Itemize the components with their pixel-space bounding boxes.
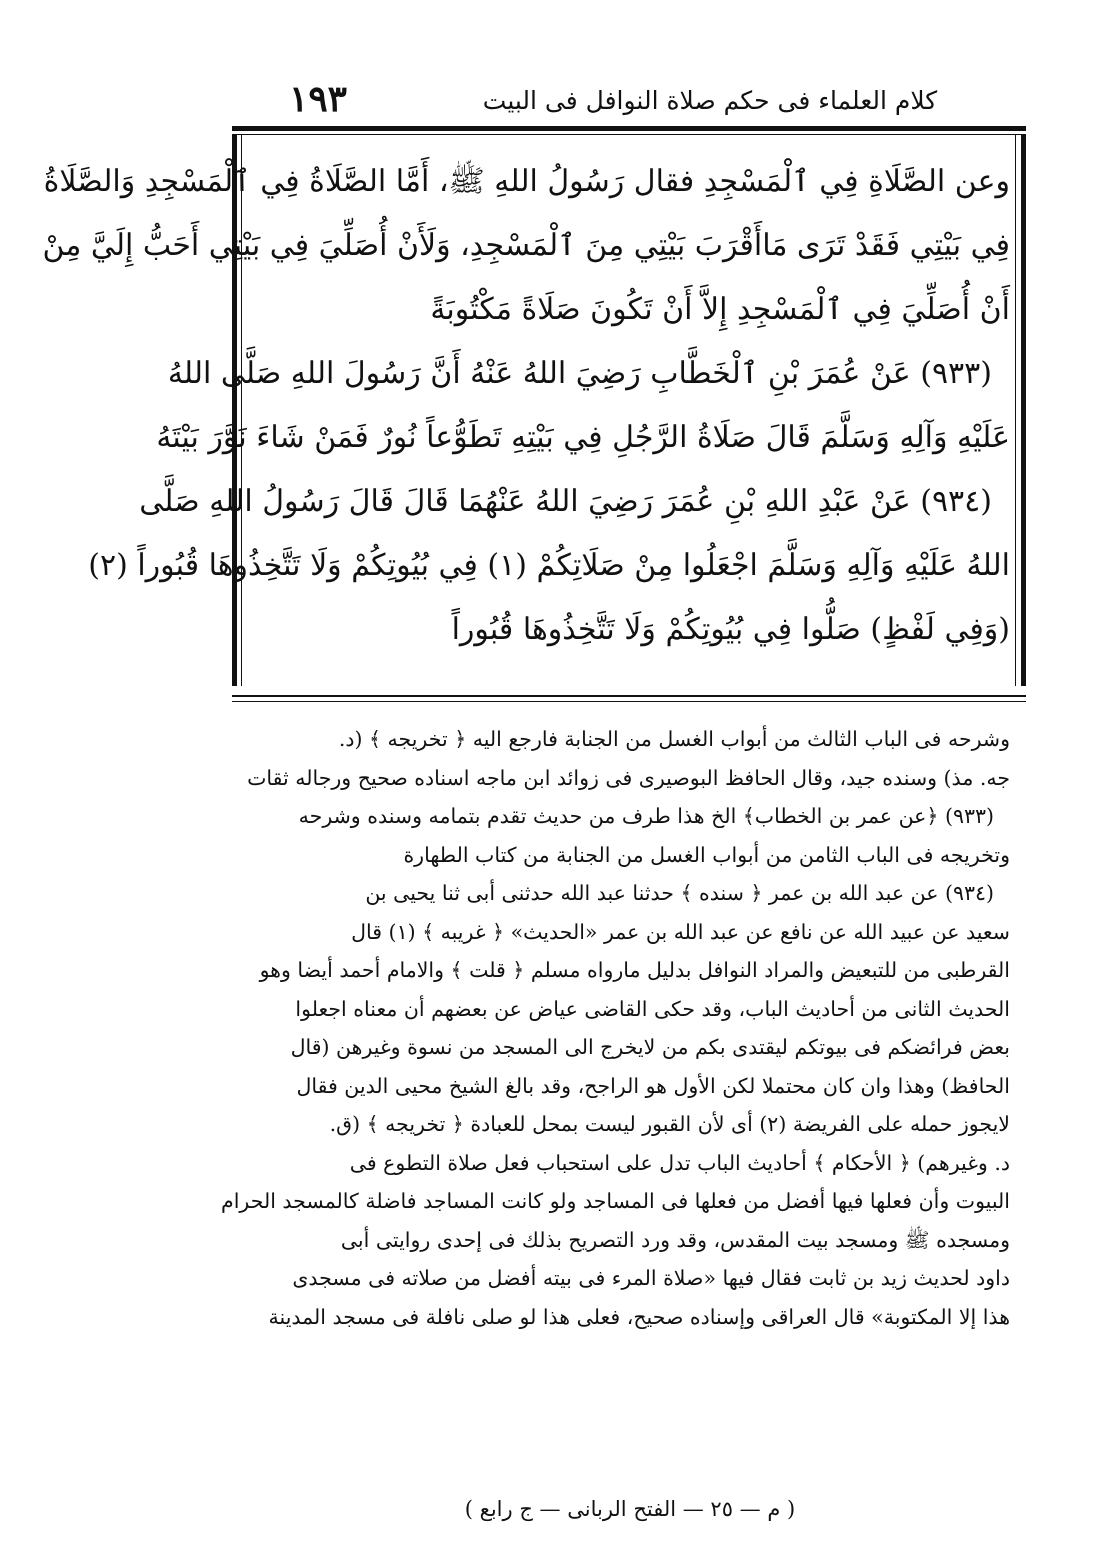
commentary-line: هذا إلا المكتوبة» قال العراقى وإسناده صحيح، فعلى هذا لو صلى نافلة فى مسجد المدينة <box>268 1304 1010 1329</box>
commentary-line: جه. مذ) وسنده جيد، وقال الحافظ البوصيرى فى زوائد ابن ماجه اسناده صحيح ورجاله ثقات <box>247 765 1010 790</box>
commentary-line: سعيد عن عبيد الله عن نافع عن عبد الله بن عمر «الحديث» ﴿ غريبه ﴾ (١) قال <box>351 919 1010 944</box>
commentary-line: (٩٣٣) ﴿عن عمر بن الخطاب﴾ الخ هذا طرف من حديث تقدم بتمامه وسنده وشرحه <box>298 804 994 828</box>
commentary-block <box>221 720 1010 1336</box>
hadith-line: عَلَيْهِ وَآلِهِ وَسَلَّمَ قَالَ صَلَاةُ الرَّجُلِ فِي بَيْتِهِ تَطَوُّعاً نُورٌ فَمَنْ شَاءَ نَوَّرَ بَيْتَهُ <box>156 420 1010 455</box>
frame-right-border-thin <box>1015 134 1016 686</box>
section-divider-thin <box>232 701 1026 702</box>
commentary-line: بعض فرائضكم فى بيوتكم ليقتدى بكم من لايخرج الى المسجد من نسوة وغيرهن (قال <box>290 1035 1010 1059</box>
header-rule <box>232 126 1026 131</box>
footer-signature: ( م — ٢٥ — الفتح الربانى — ج رابع ) <box>464 1497 796 1521</box>
hadith-text-block <box>42 150 1010 662</box>
page-number: ١٩٣ <box>288 78 347 120</box>
commentary-line: داود لحديث زيد بن ثابت فقال فيها «صلاة المرء فى بيته أفضل من صلاته فى مسجدى <box>292 1266 1010 1290</box>
commentary-line: وتخريجه فى الباب الثامن من أبواب الغسل من الجنابة من كتاب الطهارة <box>403 842 1010 867</box>
frame-right-border <box>1021 134 1026 686</box>
commentary-line: ومسجده ﷺ ومسجد بيت المقدس، وقد ورد التصريح بذلك فى إحدى روايتى أبى <box>340 1227 1010 1252</box>
commentary-line: الحديث الثانى من أحاديث الباب، وقد حكى القاضى عياض عن بعضهم أن معناه اجعلوا <box>295 996 1010 1021</box>
hadith-line: وعن الصَّلَاةِ فِي ٱلْمَسْجِدِ فقال رَسُولُ اللهِ ﷺ، أَمَّا الصَّلَاةُ فِي ٱلْمَسْجِدِ وَالصَّلَاةُ <box>43 164 1010 199</box>
commentary-line: د. وغيرهم) ﴿ الأحكام ﴾ أحاديث الباب تدل على استحباب فعل صلاة التطوع فى <box>349 1150 1010 1175</box>
commentary-line: لايجوز حمله على الفريضة (٢) أى لأن القبور ليست بمحل للعبادة ﴿ تخريجه ﴾ (ق. <box>329 1112 1010 1136</box>
commentary-line: البيوت وأن فعلها فيها أفضل من فعلها فى المساجد ولو كانت المساجد فاضلة كالمسجد الحرام <box>221 1189 1010 1213</box>
header-rule-thin <box>232 134 1026 135</box>
hadith-line: (وَفِي لَفْظٍ) صَلُّوا فِي بُيُوتِكُمْ وَلَا تَتَّخِذُوهَا قُبُوراً <box>451 612 1010 647</box>
commentary-line: (٩٣٤) عن عبد الله بن عمر ﴿ سنده ﴾ حدثنا عبد الله حدثنى أبى ثنا يحيى بن <box>365 881 994 905</box>
commentary-line: الحافظ) وهذا وان كان محتملا لكن الأول هو الراجح، وقد بالغ الشيخ محيى الدين فقال <box>296 1073 1010 1098</box>
hadith-line: فِي بَيْتِي فَقَدْ تَرَى مَاأَقْرَبَ بَيْتِي مِنَ ٱلْمَسْجِدِ، وَلَأَنْ أُصَلِّيَ فِي بَيْتِي أَحَبُّ إِلَيَّ مِنْ <box>42 228 1010 263</box>
section-divider <box>232 695 1026 697</box>
hadith-line: اللهُ عَلَيْهِ وَآلِهِ وَسَلَّمَ اجْعَلُوا مِنْ صَلَاتِكُمْ (١) فِي بُيُوتِكُمْ وَلَا تَتَّخِذُوهَا قُبُوراً (٢) <box>88 548 1010 583</box>
commentary-line: وشرحه فى الباب الثالث من أبواب الغسل من الجنابة فارجع اليه ﴿ تخريجه ﴾ (د. <box>338 727 1010 751</box>
hadith-line: أَنْ أُصَلِّيَ فِي ٱلْمَسْجِدِ إِلاَّ أَنْ تَكُونَ صَلَاةً مَكْتُوبَةً <box>430 292 1010 327</box>
hadith-line: (٩٣٤) عَنْ عَبْدِ اللهِ بْنِ عُمَرَ رَضِيَ اللهُ عَنْهُمَا قَالَ قَالَ رَسُولُ اللهِ صَلَّى <box>139 484 992 519</box>
running-header: كلام العلماء فى حكم صلاة النوافل فى البيت <box>482 86 938 115</box>
hadith-line: (٩٣٣) عَنْ عُمَرَ بْنِ ٱلْخَطَّابِ رَضِيَ اللهُ عَنْهُ أَنَّ رَسُولَ اللهِ صَلَّى اللهُ <box>167 356 992 391</box>
commentary-line: القرطبى من للتبعيض والمراد النوافل بدليل مارواه مسلم ﴿ قلت ﴾ والامام أحمد أيضا وهو <box>259 958 1010 982</box>
